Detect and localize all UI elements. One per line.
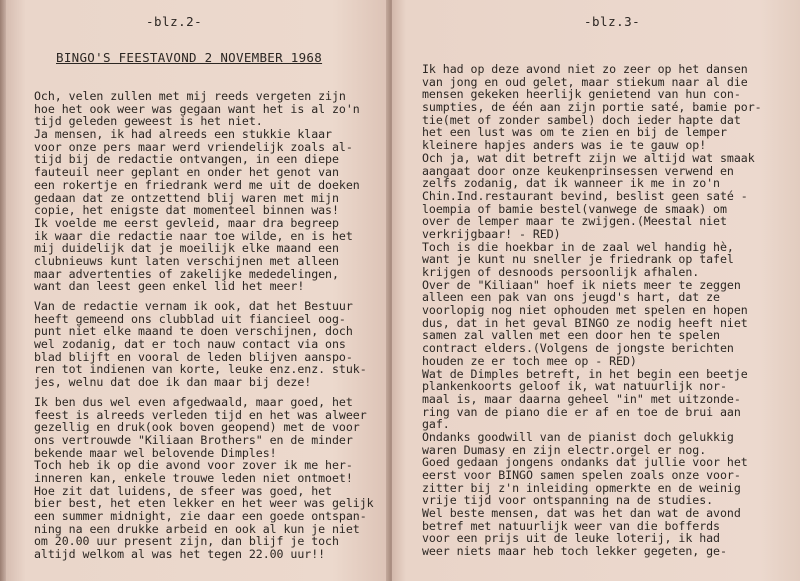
text-line: mij duidelijk dat je moeilijk elke maand een xyxy=(34,241,339,256)
text-line: want dan leest geen enkel lid het meer! xyxy=(34,279,305,294)
text-line: tijd geleden geweest is het niet. xyxy=(34,114,263,129)
text-line: alleen een pak van ons jeugd's hart, dat ze xyxy=(422,290,720,305)
text-line: Wat de Dimples betreft, in het begin een beetje xyxy=(422,366,748,381)
text-line: om 20.00 uur present zijn, dan blijf je toch xyxy=(34,534,339,549)
text-line: een rokertje en friedrank werd me uit de doeken xyxy=(34,177,360,192)
text-line: Hoe zit dat luidens, de sfeer was goed, het xyxy=(34,483,332,498)
text-line: verkrijgbaar! - RED) xyxy=(422,226,561,241)
text-line: eerst voor BINGO samen spelen zoals onze voor- xyxy=(422,468,741,482)
text-line: Ik voelde me eerst gevleid, maar dra begreep xyxy=(34,215,339,230)
article-body-continued xyxy=(422,63,762,558)
text-line: voor onze pers maar werd vriendelijk zoals al- xyxy=(34,139,353,154)
text-line: ons vertrouwde "Kiliaan Brothers" en de minder xyxy=(34,432,353,447)
text-line: hoe het ook weer was gegaan want het is al zo'n xyxy=(34,101,360,116)
text-line: mensen gekeken heerlijk genietend van hun con- xyxy=(422,87,741,102)
text-line: gedaan dat ze ontzettend blij waren met mijn xyxy=(34,190,339,205)
text-line: dus, dat in het geval BINGO ze nodig heeft niet xyxy=(422,315,748,330)
text-line: weer niets maar heb toch lekker gegeten, ge- xyxy=(422,544,727,559)
text-line: Och ja, wat dit betreft zijn we altijd wat smaak xyxy=(422,150,755,165)
text-line: ring van de piano die er af en toe de brui aan xyxy=(422,404,741,419)
text-line: houden ze er toch mee op - RED) xyxy=(422,353,637,368)
text-line: blad blijft en vooral de leden blijven aanspo- xyxy=(34,349,353,364)
text-line: waren Dumasy en zijn electr.orgel er nog. xyxy=(422,442,707,457)
text-line: plankenkoorts geloof ik, wat natuurlijk nor- xyxy=(422,379,727,394)
text-line: kleinere hapjes anders was ie te gauw op! xyxy=(422,138,707,153)
text-line: zitter bij z'n inleiding opmerkte en de weinig xyxy=(422,480,741,495)
text-line: Van de redactie vernam ik ook, dat het Bestuur xyxy=(34,299,353,313)
text-line: heeft gemeend ons clubblad uit fiancieel oog- xyxy=(34,311,346,326)
text-line: copie, het enigste dat momenteel binnen was! xyxy=(34,203,339,218)
text-line: tijd bij de redactie ontvangen, in een diepe xyxy=(34,152,339,167)
text-line: Och, velen zullen met mij reeds vergeten zijn xyxy=(34,89,346,103)
text-line: aangaat door onze keukenprinsessen verwend en xyxy=(422,163,734,178)
page-number: -blz.3- xyxy=(584,14,641,29)
right-page xyxy=(392,0,800,581)
text-line: inneren kan, enkele trouwe leden niet ontmoet! xyxy=(34,470,353,485)
text-line: Goed gedaan jongens ondanks dat jullie voor het xyxy=(422,455,748,470)
text-line: van jong en oud gelet, maar stiekum naar al die xyxy=(422,74,748,89)
text-line: Wel beste mensen, dat was het dan wat de avond xyxy=(422,506,741,521)
text-line: bier best, het eten lekker en het weer was gelijk xyxy=(34,496,374,511)
text-line: ning na een drukke arbeid en ook al kun je niet xyxy=(34,521,360,536)
text-line: Toch is die hoekbar in de zaal wel handig hè, xyxy=(422,239,734,254)
text-line: bekende maar wel belovende Dimples! xyxy=(34,445,277,460)
article-title: BINGO'S FEESTAVOND 2 NOVEMBER 1968 xyxy=(56,50,323,65)
text-line: sumpties, de één aan zijn portie saté, bamie por- xyxy=(422,100,762,115)
text-line: Toch heb ik op die avond voor zover ik me her- xyxy=(34,458,353,473)
text-line: Ik had op deze avond niet zo zeer op het dansen xyxy=(422,62,748,76)
left-page xyxy=(6,0,390,581)
text-line: tie(met of zonder sambel) doch ieder hapte dat xyxy=(422,112,741,127)
text-line: maal is, maar daarna geheel "in" met uitzonde- xyxy=(422,391,741,406)
text-line: vrije tijd voor ontspanning na de studies. xyxy=(422,493,714,508)
text-line: Chin.Ind.restaurant bevind, beslist geen saté - xyxy=(422,188,748,203)
text-line: feest is alreeds verleden tijd en het was alweer xyxy=(34,407,367,422)
text-line: Ondanks goodwill van de pianist doch gelukkig xyxy=(422,429,734,444)
text-line: voor een prijs uit de leuke loterij, ik had xyxy=(422,531,720,546)
article-body xyxy=(34,90,374,561)
text-line: voorlopig nog niet ophouden met spelen en hopen xyxy=(422,303,748,318)
text-line: Ja mensen, ik had alreeds een stukkie klaar xyxy=(34,127,332,142)
text-line: altijd welkom al was het tegen 22.00 uur!! xyxy=(34,547,326,562)
text-line: zelfs zodanig, dat ik wanneer ik me in zo'n xyxy=(422,176,720,191)
text-line: wel zodanig, dat er toch nauw contact via ons xyxy=(34,337,346,352)
text-line: een summer midnight, zie daar een goede ontspan- xyxy=(34,509,367,523)
text-line: het een lust was om te zien en bij de lemper xyxy=(422,125,727,140)
text-line: maar advertenties of zakelijke mededelingen, xyxy=(34,266,339,281)
text-line: gezellig en druk(ook boven geopend) met de voor xyxy=(34,420,360,435)
text-line: Over de "Kiliaan" hoef ik niets meer te zeggen xyxy=(422,277,741,292)
text-line: betref met natuurlijk weer van die bofferds xyxy=(422,518,720,533)
text-line: contract elders.(Volgens de jongste berichten xyxy=(422,341,734,356)
text-line: jes, welnu dat doe ik dan maar bij deze! xyxy=(34,375,312,390)
text-line: ik waar die redactie naar toe wilde, en is het xyxy=(34,228,353,243)
text-line: want je kunt nu sneller je friedrank op tafel xyxy=(422,252,734,267)
text-line: over de lemper maar te zwijgen.(Meestal niet xyxy=(422,214,727,229)
text-line: ren tot indienen van korte, leuke enz.enz. stuk- xyxy=(34,362,367,377)
text-line: punt niet elke maand te doen verschijnen, doch xyxy=(34,324,353,339)
text-line: fauteuil neer geplant en onder het genot van xyxy=(34,165,339,180)
text-line: Ik ben dus wel even afgedwaald, maar goed, het xyxy=(34,394,353,409)
text-line: loempia of bamie bestel(vanwege de smaak) om xyxy=(422,201,727,216)
text-line: krijgen of desnoods persoonlijk afhalen. xyxy=(422,265,700,279)
text-line: gaf. xyxy=(422,417,450,432)
text-line: clubnieuws kunt laten verschijnen met alleen xyxy=(34,253,339,268)
page-number: -blz.2- xyxy=(146,14,203,29)
text-line: samen zal vallen met een door hen te spelen xyxy=(422,328,720,343)
